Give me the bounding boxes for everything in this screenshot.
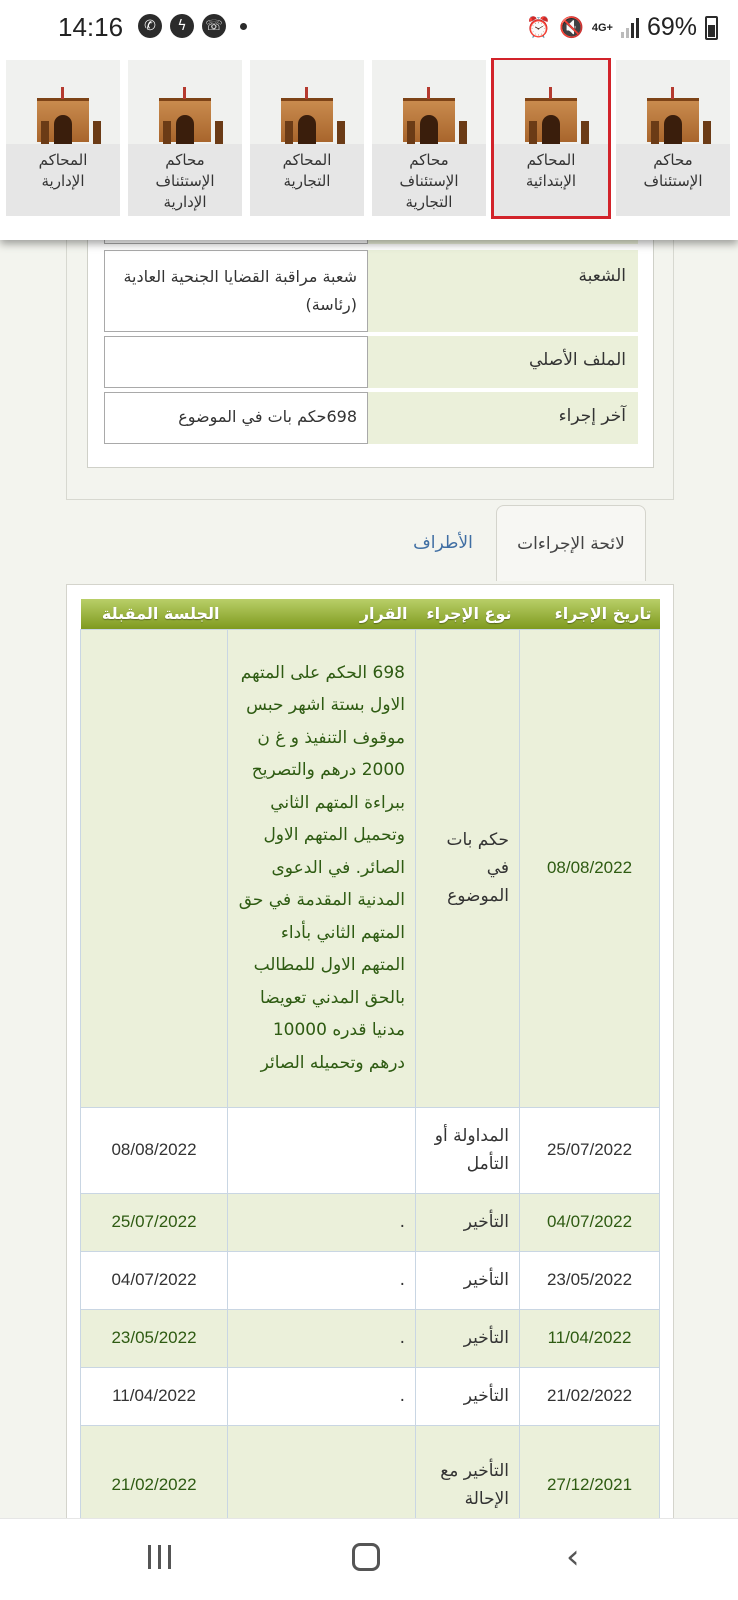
cell-date: 11/04/2022	[520, 1309, 660, 1367]
messenger-icon: ϟ	[170, 14, 194, 38]
cell-type: المداولة أو التأمل	[416, 1107, 520, 1193]
clock: 14:16	[58, 12, 124, 42]
cell-next-session: 23/05/2022	[81, 1309, 228, 1367]
court-tab-label: محاكم الإستئناف التجارية	[372, 144, 486, 216]
court-tab-commercial[interactable]	[250, 60, 364, 216]
last-action-value: 698حكم بات في الموضوع	[104, 392, 368, 444]
original-file-value	[104, 336, 368, 388]
cell-date: 08/08/2022	[520, 629, 660, 1107]
header-decision: القرار	[228, 599, 416, 629]
court-tab-label: المحاكم الإدارية	[6, 144, 120, 216]
header-next-session: الجلسة المقبلة	[81, 599, 228, 629]
table-row	[81, 1367, 660, 1425]
court-building-icon	[159, 98, 211, 142]
alarm-icon: ⏰	[526, 17, 551, 39]
battery-icon	[705, 16, 718, 40]
original-file-label: الملف الأصلي	[528, 350, 626, 370]
cell-next-session: 04/07/2022	[81, 1251, 228, 1309]
court-tab-label: المحاكم الإبتدائية	[494, 144, 608, 216]
table-row	[81, 1107, 660, 1193]
network-type: 4G+	[591, 21, 613, 34]
detail-row-last-action	[104, 392, 638, 444]
cell-next-session: 11/04/2022	[81, 1367, 228, 1425]
cell-decision	[228, 1107, 416, 1193]
court-building-icon	[281, 98, 333, 142]
table-row	[81, 1251, 660, 1309]
detail-row-division	[104, 250, 638, 332]
cell-decision: .	[228, 1367, 416, 1425]
court-building-icon	[403, 98, 455, 142]
navigation-bar	[0, 1518, 738, 1600]
court-tab-first-instance[interactable]	[494, 60, 608, 216]
cell-decision: .	[228, 1193, 416, 1251]
cell-next-session: 08/08/2022	[81, 1107, 228, 1193]
phone-icon: ☏	[202, 14, 226, 38]
table-row	[81, 629, 660, 1107]
court-tab-appeal[interactable]	[616, 60, 730, 216]
cell-next-session: 21/02/2022	[81, 1425, 228, 1524]
back-button[interactable]: ‹	[566, 1537, 580, 1577]
cell-type: حكم بات في الموضوع	[416, 629, 520, 1107]
court-building-icon	[525, 98, 577, 142]
division-label: الشعبة	[578, 266, 626, 286]
court-tab-commercial-appeal[interactable]	[372, 60, 486, 216]
cell-decision: .	[228, 1251, 416, 1309]
table-row	[81, 1309, 660, 1367]
recent-apps-button[interactable]	[148, 1545, 171, 1569]
cell-date: 23/05/2022	[520, 1251, 660, 1309]
cell-decision: .	[228, 1309, 416, 1367]
cell-next-session: 25/07/2022	[81, 1193, 228, 1251]
case-details-panel	[66, 232, 674, 500]
mute-icon: 🔇	[558, 17, 584, 39]
court-building-icon	[647, 98, 699, 142]
table-header-row	[81, 599, 660, 629]
court-tab-administrative-appeal[interactable]	[128, 60, 242, 216]
signal-icon	[621, 18, 639, 38]
court-tab-administrative[interactable]	[6, 60, 120, 216]
status-bar	[0, 0, 738, 58]
header-action-date: تاريخ الإجراء	[520, 599, 660, 629]
home-button[interactable]	[352, 1543, 380, 1571]
table-row	[81, 1193, 660, 1251]
tab-parties[interactable]: الأطراف	[413, 533, 473, 553]
procedures-table	[80, 599, 660, 1524]
cell-date: 27/12/2021	[520, 1425, 660, 1524]
division-value: شعبة مراقبة القضايا الجنحية العادية (رئاسة)	[104, 250, 368, 332]
case-details-card	[87, 232, 654, 468]
header-action-type: نوع الإجراء	[416, 599, 520, 629]
cell-date: 21/02/2022	[520, 1367, 660, 1425]
tab-procedures[interactable]: لائحة الإجراءات	[496, 505, 646, 581]
cell-type: التأخير	[416, 1309, 520, 1367]
cell-date: 25/07/2022	[520, 1107, 660, 1193]
cell-date: 04/07/2022	[520, 1193, 660, 1251]
cell-decision	[228, 1425, 416, 1524]
court-tab-label: محاكم الإستئناف	[616, 144, 730, 216]
table-row	[81, 1425, 660, 1524]
court-building-icon	[37, 98, 89, 142]
court-tab-label: محاكم الإستئناف الإدارية	[128, 144, 242, 216]
cell-type: التأخير مع الإحالة	[416, 1425, 520, 1524]
system-icons	[526, 13, 718, 42]
last-action-label: آخر إجراء	[558, 406, 626, 426]
more-notifications-icon	[240, 23, 247, 30]
notification-icons	[138, 14, 247, 38]
court-tab-label: المحاكم التجارية	[250, 144, 364, 216]
info-tabs	[66, 505, 674, 587]
cell-type: التأخير	[416, 1367, 520, 1425]
court-type-bar	[0, 58, 738, 240]
procedures-panel	[66, 584, 674, 1524]
cell-type: التأخير	[416, 1251, 520, 1309]
cell-next-session	[81, 629, 228, 1107]
detail-row-original-file	[104, 336, 638, 388]
cell-decision: 698 الحكم على المتهم الاول بستة اشهر حبس موقوف التنفيذ و غ ن 2000 درهم والتصريح ببراءة المتهم الثاني وتحميل المتهم الاول الصائر. في الدعوى المدنية المقدمة في حق المتهم الثاني بأداء المتهم الاول للمطالب بالحق المدني تعويضا مدنيا قدره 10000 درهم وتحميله الصائر	[228, 629, 416, 1107]
battery-percent: 69%	[646, 13, 697, 41]
cell-type: التأخير	[416, 1193, 520, 1251]
whatsapp-icon: ✆	[138, 14, 162, 38]
